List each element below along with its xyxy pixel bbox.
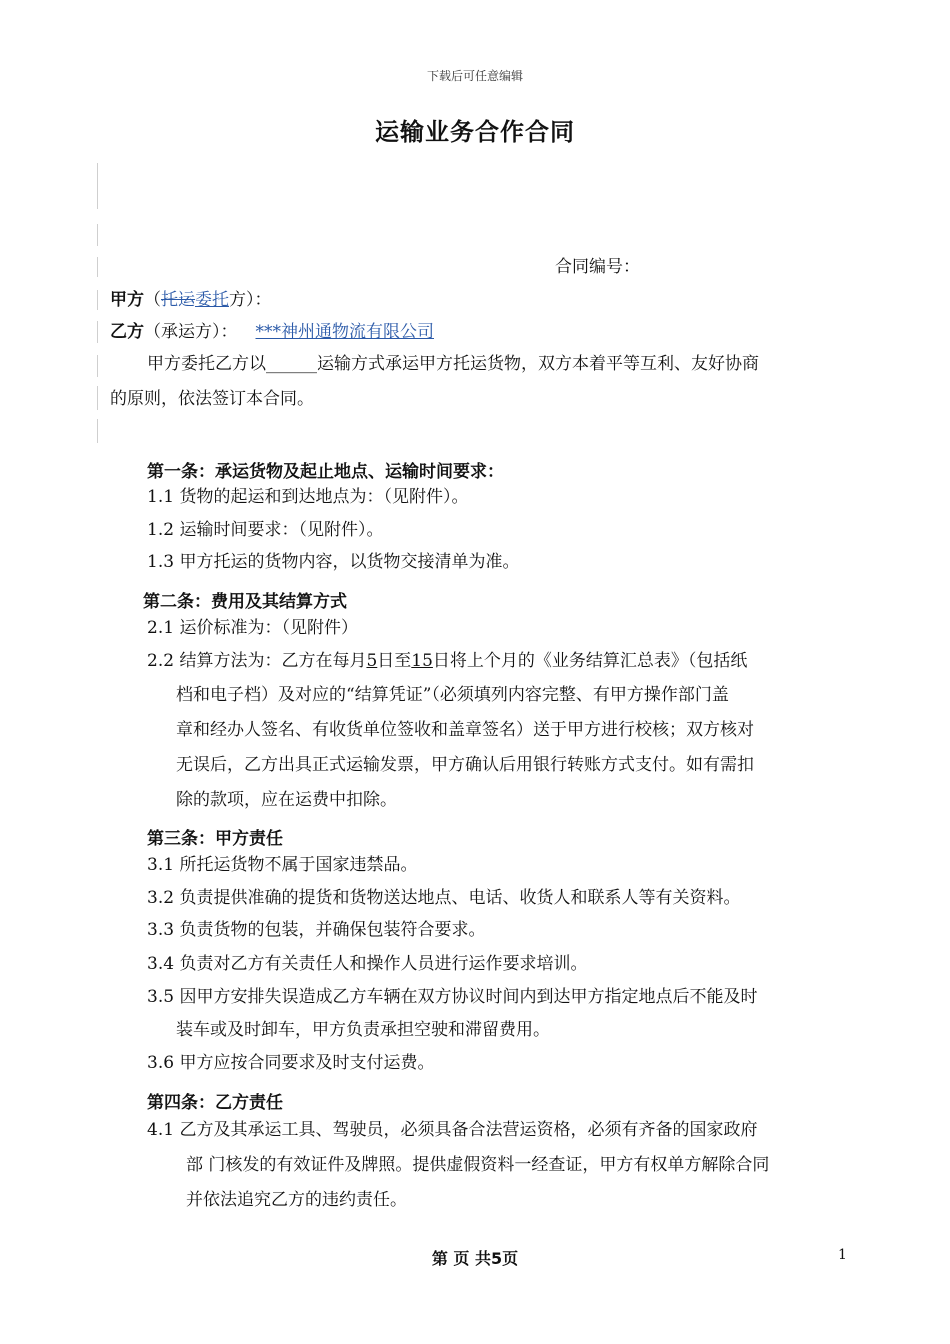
article-2-title: 第二条：费用及其结算方式	[143, 592, 347, 612]
change-bar	[97, 386, 98, 410]
article-3-title: 第三条：甲方责任	[147, 829, 283, 849]
intro-line-2: 的原则，依法签订本合同。	[110, 389, 314, 409]
settlement-day-start: 5	[366, 651, 378, 671]
article-2-continuation: 无误后，乙方出具正式运输发票，甲方确认后用银行转账方式支付。如有需扣	[176, 755, 754, 775]
article-3-item: 3.2 负责提供准确的提货和货物送达地点、电话、收货人和联系人等有关资料。	[147, 888, 741, 908]
change-bar	[97, 355, 98, 377]
article-3-item: 3.5 因甲方安排失误造成乙方车辆在双方协议时间内到达甲方指定地点后不能及时	[147, 987, 758, 1007]
change-bar	[97, 419, 98, 443]
settlement-rest: 日将上个月的《业务结算汇总表》（包括纸	[432, 651, 748, 671]
change-bar	[97, 257, 98, 277]
party-a-paren: （	[144, 290, 161, 310]
party-b-line	[110, 324, 434, 341]
page-number: 1	[838, 1247, 847, 1263]
party-a-line	[110, 292, 272, 309]
article-4-continuation: 部 门核发的有效证件及牌照。提供虚假资料一经查证，甲方有权单方解除合同	[186, 1155, 770, 1175]
article-4-continuation: 并依法追究乙方的违约责任。	[186, 1190, 407, 1210]
change-bar	[97, 163, 98, 209]
party-b-role: （承运方）：	[144, 322, 238, 342]
change-bar	[97, 321, 98, 343]
settlement-day-end: 15	[411, 651, 433, 671]
article-2-continuation: 除的款项，应在运费中扣除。	[176, 790, 397, 810]
article-2-item	[147, 653, 747, 670]
party-b-label: 乙方	[110, 322, 144, 342]
article-3-item: 3.1 所托运货物不属于国家违禁品。	[147, 855, 418, 875]
header-note: 下载后可任意编辑	[426, 69, 523, 83]
settlement-prefix: 2.2 结算方法为：乙方在每月	[147, 651, 367, 671]
settlement-mid: 日至	[377, 651, 412, 671]
article-1-item: 1.3 甲方托运的货物内容，以货物交接清单为准。	[147, 552, 520, 572]
page-count: 第 页 共5页	[431, 1249, 519, 1268]
change-bar	[97, 290, 98, 310]
party-b-company: ***神州通物流有限公司	[255, 322, 434, 342]
article-3-item: 3.3 负责货物的包装，并确保包装符合要求。	[147, 920, 486, 940]
intro-line-1: 甲方委托乙方以______运输方式承运甲方托运货物，双方本着平等互利、友好协商	[147, 354, 759, 374]
inserted-text: 委托	[195, 290, 229, 310]
article-3-continuation: 装车或及时卸车，甲方负责承担空驶和滞留费用。	[176, 1020, 550, 1040]
article-3-item: 3.4 负责对乙方有关责任人和操作人员进行运作要求培训。	[147, 954, 588, 974]
article-1-item: 1.1 货物的起运和到达地点为：（见附件）。	[147, 487, 469, 507]
deleted-text: 托运	[161, 290, 195, 310]
article-4-title: 第四条：乙方责任	[147, 1093, 283, 1113]
article-2-continuation: 档和电子档）及对应的“结算凭证”（必须填列内容完整、有甲方操作部门盖	[176, 685, 729, 705]
party-a-suffix: 方）：	[229, 290, 272, 310]
party-a-label: 甲方	[110, 290, 144, 310]
article-2-continuation: 章和经办人签名、有收货单位签收和盖章签名）送于甲方进行校核；双方核对	[176, 720, 754, 740]
article-3-item: 3.6 甲方应按合同要求及时支付运费。	[147, 1053, 435, 1073]
article-1-item: 1.2 运输时间要求：（见附件）。	[147, 520, 384, 540]
change-bar	[97, 224, 98, 246]
article-1-title: 第一条：承运货物及起止地点、运输时间要求：	[147, 462, 504, 482]
article-4-item: 4.1 乙方及其承运工具、驾驶员，必须具备合法营运资格，必须有齐备的国家政府	[147, 1120, 758, 1140]
document-title: 运输业务合作合同	[375, 118, 575, 146]
article-2-item: 2.1 运价标准为：（见附件）	[147, 618, 358, 638]
contract-number-label: 合同编号：	[555, 257, 640, 277]
